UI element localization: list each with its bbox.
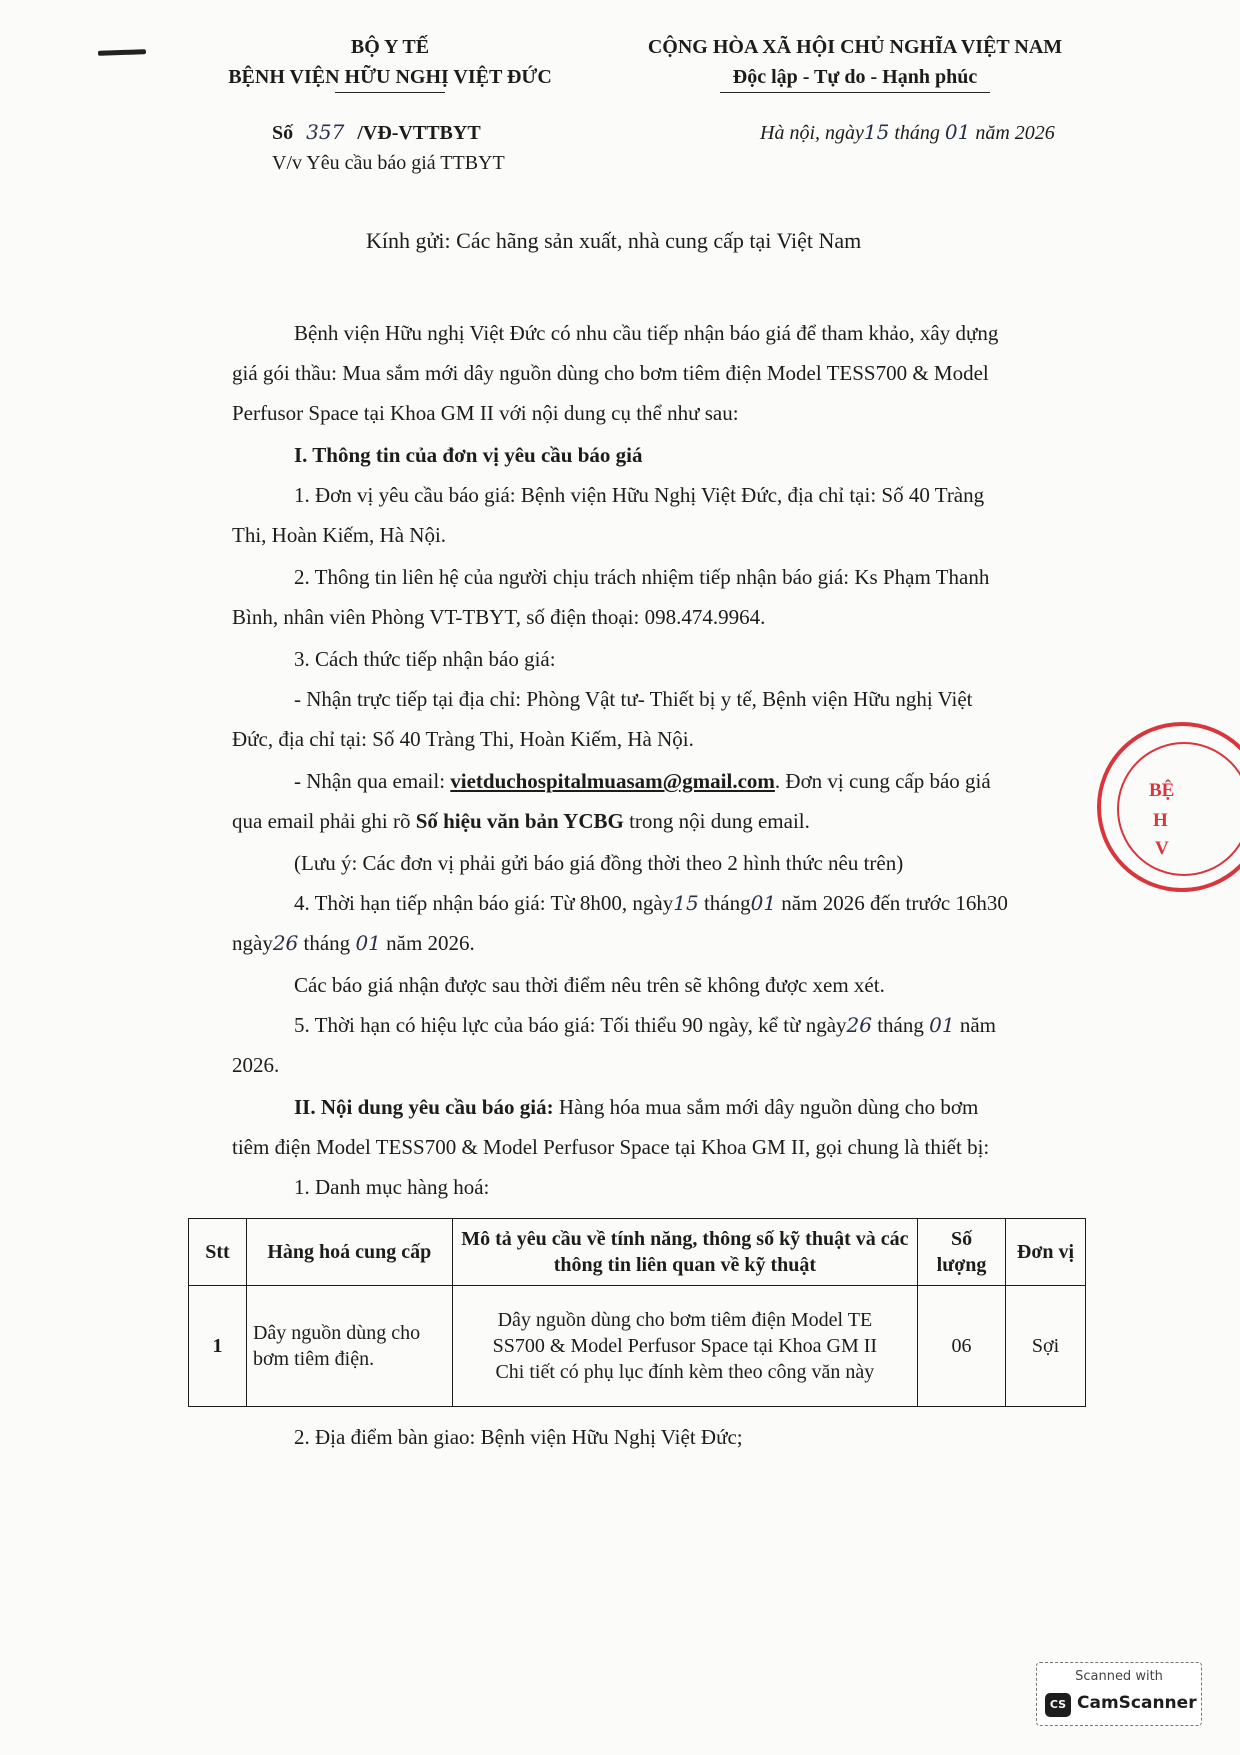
date-year: năm 2026 (975, 122, 1055, 144)
table-header-row (189, 1219, 1086, 1286)
th-unit: Đơn vị (1006, 1219, 1086, 1286)
cell-item: Dây nguồn dùng cho bơm tiêm điện. (246, 1286, 452, 1407)
red-seal-stamp (1097, 722, 1240, 892)
delivery-location: 2. Địa điểm bàn giao: Bệnh viện Hữu Nghị Việt Đức; (294, 1425, 743, 1449)
th-item: Hàng hoá cung cấp (246, 1219, 452, 1286)
recipient-line: Kính gửi: Các hãng sản xuất, nhà cung cấp tại Việt Nam (366, 228, 862, 253)
i4-month2-handwritten: 01 (355, 931, 381, 955)
intro-line-1: Bệnh viện Hữu nghị Việt Đức có nhu cầu tiếp nhận báo giá để tham khảo, xây dựng (294, 321, 999, 345)
s1-item2-line2: Bình, nhân viên Phòng VT-TBYT, số điện thoại: 098.474.9964. (232, 605, 766, 629)
i4-a: 4. Thời hạn tiếp nhận báo giá: Từ 8h00, ngày (294, 891, 674, 915)
s1-item1-line1: 1. Đơn vị yêu cầu báo giá: Bệnh viện Hữu Nghị Việt Đức, địa chỉ tại: Số 40 Tràng (294, 483, 985, 507)
desc-line-1: Dây nguồn dùng cho bơm tiêm điện Model TE (497, 1309, 873, 1331)
th-quantity: Số lượng (918, 1219, 1006, 1286)
date-day-handwritten: 15 (863, 120, 890, 144)
date-month-label: tháng (894, 122, 940, 144)
i4-month1-handwritten: 01 (750, 891, 777, 915)
cell-unit: Sợi (1006, 1286, 1086, 1407)
i4-c: năm 2026 đến trước 16h30 (781, 891, 1008, 915)
table-row (189, 1286, 1086, 1407)
date-month-handwritten: 01 (944, 120, 971, 144)
goods-table (188, 1218, 1086, 1407)
i4-f: năm 2026. (386, 931, 475, 955)
date-place: Hà nội, ngày (760, 122, 864, 144)
seal-inner-ring (1117, 742, 1240, 876)
email-suffix: . Đơn vị cung cấp báo giá (774, 769, 991, 793)
email-link[interactable]: vietduchospitalmuasam@gmail.com (450, 769, 775, 793)
i4-d: ngày (232, 931, 273, 955)
s1-item4-note: Các báo giá nhận được sau thời điểm nêu trên sẽ không được xem xét. (294, 973, 885, 997)
republic-title: CỘNG HÒA XÃ HỘI CHỦ NGHĨA VIỆT NAM (647, 36, 1063, 58)
hospital-name: BỆNH VIỆN HỮU NGHỊ VIỆT ĐỨC (228, 66, 552, 88)
pen-dash-mark (98, 49, 146, 56)
s1-item1-line2: Thi, Hoàn Kiếm, Hà Nội. (232, 523, 447, 547)
s1-item2-line1: 2. Thông tin liên hệ của người chịu trách nhiệm tiếp nhận báo giá: Ks Phạm Thanh (294, 565, 990, 589)
s1-item3b-line2 (232, 806, 810, 836)
i4-e: tháng (303, 931, 351, 955)
seal-text-2: H (1153, 810, 1168, 831)
camscanner-name: CamScanner (1077, 1693, 1197, 1713)
i5-month-handwritten: 01 (929, 1013, 955, 1037)
th-description: Mô tả yêu cầu về tính năng, thông số kỹ thuật và các thông tin liên quan về kỹ thuật (452, 1219, 917, 1286)
cell-quantity: 06 (918, 1286, 1006, 1407)
section-2-title-rest: Hàng hóa mua sắm mới dây nguồn dùng cho bơm (553, 1095, 979, 1119)
section-2-title (294, 1092, 978, 1122)
section-1-title: I. Thông tin của đơn vị yêu cầu báo giá (294, 443, 643, 467)
header-right (620, 32, 1090, 93)
th-stt: Stt (189, 1219, 247, 1286)
desc-line-3: Chi tiết có phụ lục đính kèm theo công văn này (495, 1361, 875, 1383)
i5-day-handwritten: 26 (846, 1013, 872, 1037)
seal-text-1: BỆ (1149, 780, 1175, 801)
i5-b: tháng (877, 1013, 924, 1037)
intro-line-3: Perfusor Space tại Khoa GM II với nội dung cụ thể như sau: (232, 401, 739, 425)
cell-description (452, 1286, 917, 1407)
email-prefix: - Nhận qua email: (294, 769, 451, 793)
email-instr-suffix: trong nội dung email. (623, 809, 810, 833)
s1-item3: 3. Cách thức tiếp nhận báo giá: (294, 647, 556, 671)
header-left-underline (335, 92, 445, 93)
s1-item4-line2 (232, 928, 475, 958)
section-2-list-title: 1. Danh mục hàng hoá: (294, 1175, 490, 1199)
email-instr-prefix: qua email phải ghi rõ (232, 809, 416, 833)
s1-note: (Lưu ý: Các đơn vị phải gửi báo giá đồng thời theo 2 hình thức nêu trên) (294, 851, 904, 875)
s1-item5-line2: 2026. (232, 1053, 280, 1077)
email-instr-bold: Số hiệu văn bản YCBG (415, 809, 624, 833)
ref-number-handwritten: 357 (306, 120, 345, 144)
national-motto: Độc lập - Tự do - Hạnh phúc (732, 66, 978, 88)
reference-block (272, 117, 505, 178)
s1-item5-line1 (294, 1010, 996, 1040)
section-2-title-bold: II. Nội dung yêu cầu báo giá: (294, 1095, 554, 1119)
desc-line-2: SS700 & Model Perfusor Space tại Khoa GM II (492, 1335, 878, 1357)
i4-b: tháng (703, 891, 751, 915)
s1-item3b-line1 (294, 766, 991, 796)
s1-item4-line1 (294, 888, 1008, 918)
intro-line-2: giá gói thầu: Mua sắm mới dây nguồn dùng cho bơm tiêm điện Model TESS700 & Model (232, 361, 989, 385)
scanned-with-text: Scanned with (1075, 1669, 1163, 1684)
cell-stt: 1 (189, 1286, 247, 1407)
ministry-name: BỘ Y TẾ (350, 36, 430, 58)
ref-suffix: /VĐ-VTTBYT (357, 122, 481, 144)
date-line (760, 117, 1055, 148)
camscanner-watermark (1036, 1662, 1202, 1726)
header-left (190, 32, 590, 93)
ref-so-label: Số (272, 122, 294, 144)
i5-c: năm (959, 1013, 996, 1037)
section-2-line2: tiêm điện Model TESS700 & Model Perfusor Space tại Khoa GM II, gọi chung là thiết bị: (232, 1135, 990, 1159)
s1-item3a-line2: Đức, địa chỉ tại: Số 40 Tràng Thi, Hoàn Kiếm, Hà Nội. (232, 727, 694, 751)
i4-day2-handwritten: 26 (272, 931, 299, 955)
s1-item3a-line1: - Nhận trực tiếp tại địa chỉ: Phòng Vật tư- Thiết bị y tế, Bệnh viện Hữu nghị Việt (294, 687, 973, 711)
seal-text-3: V (1155, 838, 1169, 859)
camscanner-logo-icon: CS (1045, 1693, 1071, 1717)
i5-a: 5. Thời hạn có hiệu lực của báo giá: Tối thiểu 90 ngày, kể từ ngày (294, 1013, 847, 1037)
i4-day1-handwritten: 15 (673, 891, 699, 915)
header-right-underline (720, 92, 990, 93)
ref-subject: V/v Yêu cầu báo giá TTBYT (272, 152, 505, 174)
